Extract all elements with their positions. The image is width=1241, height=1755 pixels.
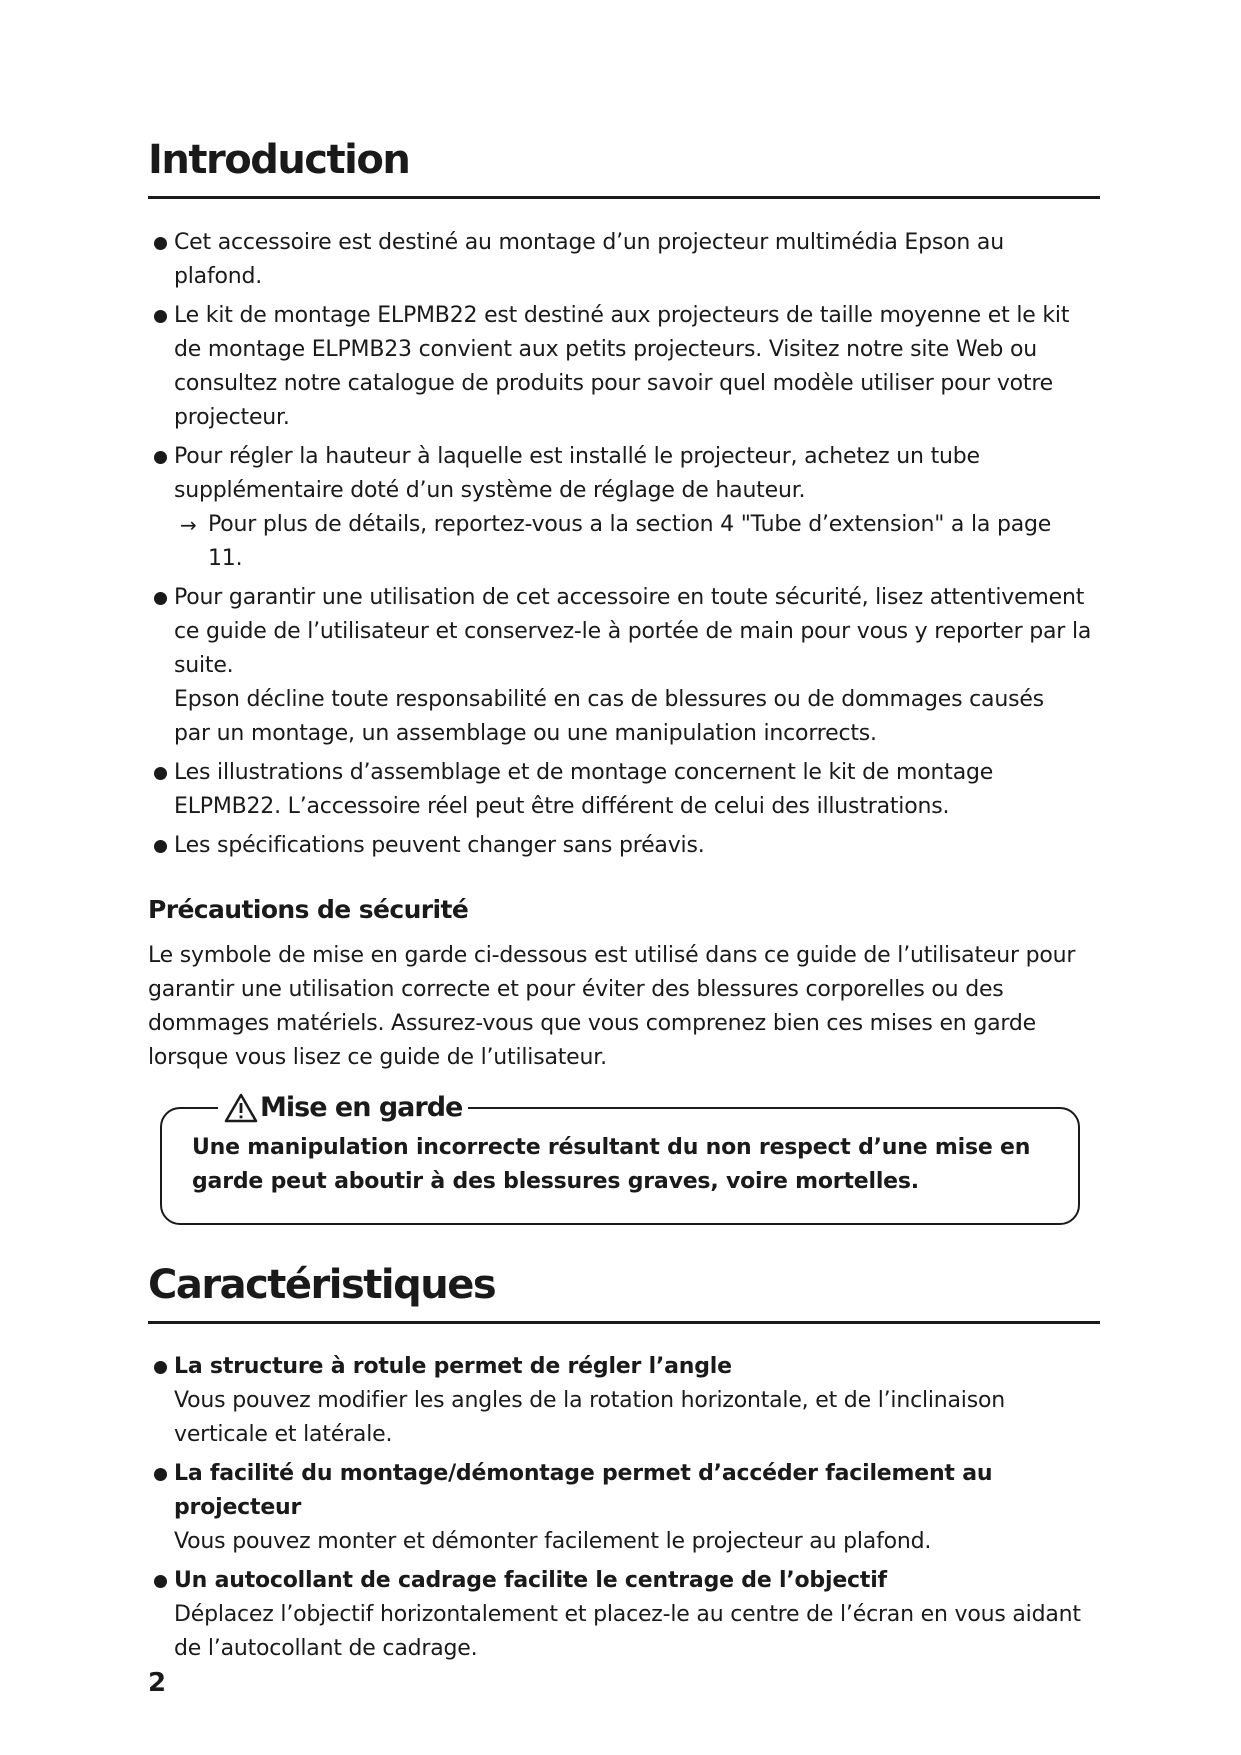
arrow-right-icon: → [180, 513, 197, 537]
intro-rule [148, 196, 1100, 199]
features-title: Caractéristiques [148, 1262, 496, 1308]
feature-heading: La structure à rotule permet de régler l’angle [174, 1354, 732, 1379]
intro-bullet-4: Pour garantir une utilisation de cet accessoire en toute sécurité, lisez attentivement ce guide de l’utilisateur et conservez-le à portée de main pour vous y reporter par la suite. Epson décline toute responsabilité en cas de blessures ou de dommages causés par un montage, un assemblage ou une manipulation incorrects. [148, 581, 1100, 751]
intro-bullet-1: Cet accessoire est destiné au montage d’un projecteur multimédia Epson au plafond. [148, 226, 1100, 294]
features-list [148, 1350, 1100, 1671]
bullet-dot-icon [154, 1361, 167, 1374]
bullet-dot-icon [154, 1468, 167, 1481]
feature-heading: Un autocollant de cadrage facilite le centrage de l’objectif [174, 1568, 887, 1593]
intro-bullet-2: Le kit de montage ELPMB22 est destiné aux projecteurs de taille moyenne et le kit de montage ELPMB23 convient aux petits projecteurs. Visitez notre site Web ou consultez notre catalogue de produits pour savoir quel modèle utiliser pour votre projecteur. [148, 299, 1100, 435]
bullet-dot-icon [154, 310, 167, 323]
intro-bullet-6: Les spécifications peuvent changer sans préavis. [148, 829, 1100, 863]
features-rule [148, 1321, 1100, 1324]
bullet-dot-icon [154, 840, 167, 853]
feature-item-1: La structure à rotule permet de régler l’angle Vous pouvez modifier les angles de la rotation horizontale, et de l’inclinaison verticale et latérale. [148, 1350, 1100, 1452]
warning-title: Mise en garde [218, 1090, 468, 1126]
feature-item-3: Un autocollant de cadrage facilite le centrage de l’objectif Déplacez l’objectif horizontalement et placez-le au centre de l’écran en vous aidant de l’autocollant de cadrage. [148, 1564, 1100, 1666]
bullet-dot-icon [154, 1575, 167, 1588]
warning-triangle-icon [224, 1093, 258, 1123]
bullet-dot-icon [154, 767, 167, 780]
warning-text: Une manipulation incorrecte résultant du non respect d’une mise en garde peut aboutir à des blessures graves, voire mortelles. [192, 1135, 1031, 1194]
intro-bullet-5: Les illustrations d’assemblage et de montage concernent le kit de montage ELPMB22. L’accessoire réel peut être différent de celui des illustrations. [148, 756, 1100, 824]
bullet-dot-icon [154, 592, 167, 605]
feature-heading: La facilité du montage/démontage permet d’accéder facilement au projecteur [174, 1461, 993, 1520]
bullet-dot-icon [154, 237, 167, 250]
safety-paragraph: Le symbole de mise en garde ci-dessous est utilisé dans ce guide de l’utilisateur pour garantir une utilisation correcte et pour éviter des blessures corporelles ou des dommages matériels. Assurez-vous que vous comprenez bien ces mises en garde lorsque vous lisez ce guide de l’utilisateur. [148, 943, 1076, 1070]
page-number: 2 [148, 1668, 167, 1698]
intro-title: Introduction [148, 137, 410, 183]
safety-title: Précautions de sécurité [148, 895, 469, 924]
bullet-dot-icon [154, 451, 167, 464]
intro-bullet-3: Pour régler la hauteur à laquelle est installé le projecteur, achetez un tube supplémentaire doté d’un système de réglage de hauteur. → Pour plus de détails, reportez-vous a la section 4 "Tube d’extension" a la page 11. [148, 440, 1100, 576]
feature-item-2: La facilité du montage/démontage permet d’accéder facilement au projecteur Vous pouvez monter et démonter facilement le projecteur au plafond. [148, 1457, 1100, 1559]
intro-list [148, 226, 1100, 868]
cross-reference-note: → Pour plus de détails, reportez-vous a la section 4 "Tube d’extension" a la page 11. [174, 508, 1100, 576]
